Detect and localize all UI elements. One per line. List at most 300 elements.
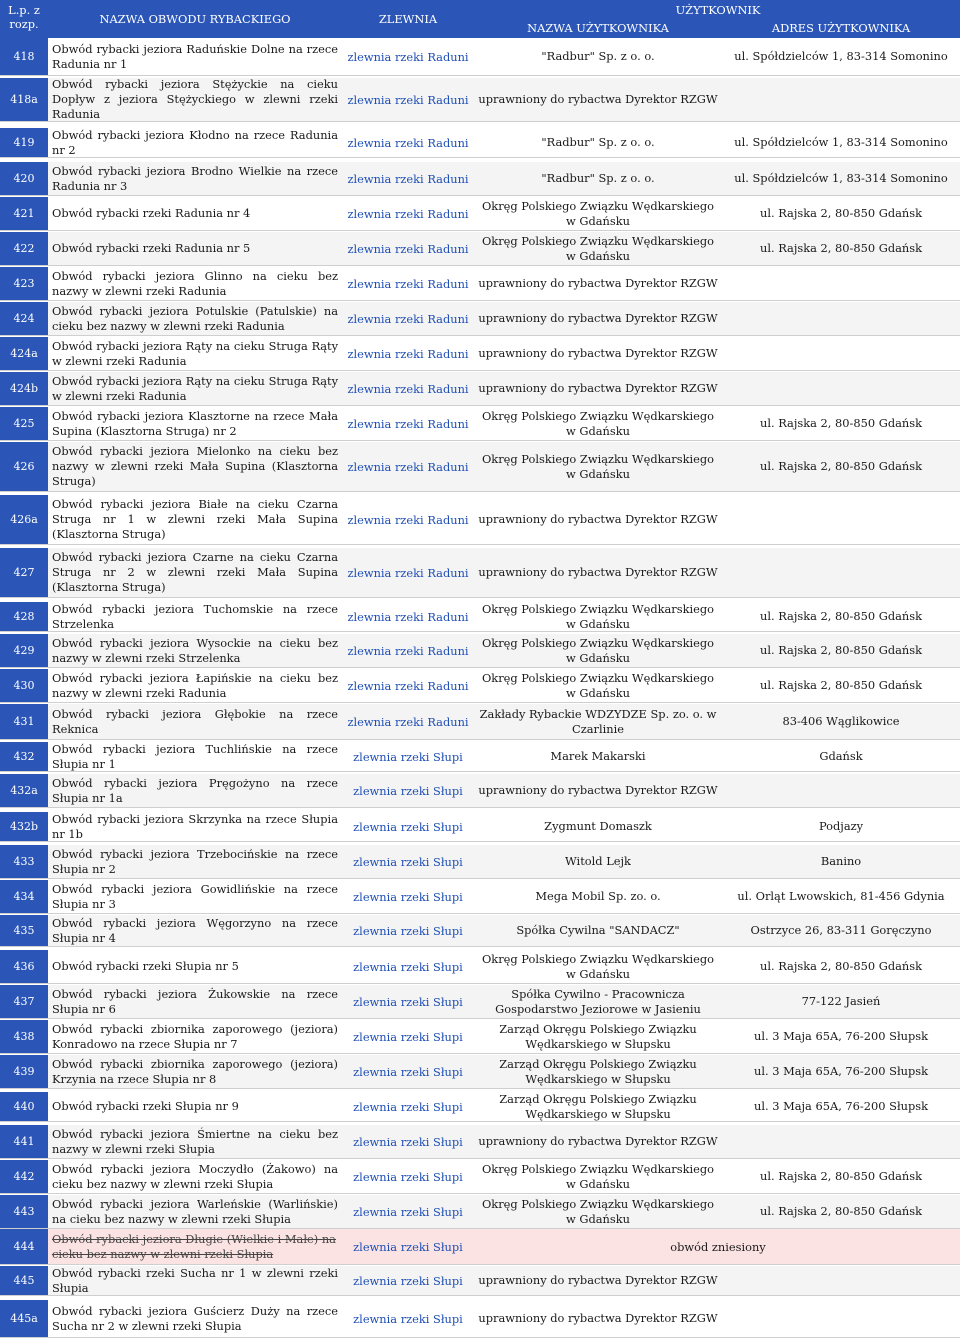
- table-row: [0, 232, 960, 266]
- catchment-text: zlewnia rzeki Raduni: [347, 206, 469, 221]
- row-number-text: 418a: [10, 93, 38, 106]
- user-name-text: uprawniony do rybactwa Dyrektor RZGW: [478, 1311, 718, 1325]
- user-name-cell: [476, 1125, 720, 1158]
- catchment-cell: [340, 950, 476, 983]
- table-row: [0, 267, 960, 301]
- status-text: obwód zniesiony: [670, 1239, 766, 1254]
- user-name-cell: [476, 232, 720, 265]
- user-name-cell: [476, 1266, 720, 1295]
- table-row: [0, 302, 960, 336]
- user-address-text: 77-122 Jasień: [801, 994, 881, 1008]
- table-row: [0, 38, 960, 76]
- catchment-cell: [340, 880, 476, 913]
- district-name-cell: [52, 704, 338, 739]
- user-address-cell: [722, 78, 960, 121]
- district-name-cell: [52, 232, 338, 265]
- user-address-cell: [722, 915, 960, 946]
- catchment-cell: [340, 1300, 476, 1337]
- district-name-text: Obwód rybacki jeziora Glinno na cieku bez nazwy w zlewni rzeki Radunia: [52, 268, 338, 298]
- table-row: [0, 634, 960, 668]
- row-number-text: 426a: [10, 513, 38, 526]
- table-row: [0, 880, 960, 914]
- catchment-cell: [340, 845, 476, 878]
- district-name-text: Obwód rybacki jeziora Pręgożyno na rzece Słupia nr 1a: [52, 775, 338, 805]
- catchment-text: zlewnia rzeki Raduni: [347, 643, 469, 658]
- catchment-text: zlewnia rzeki Słupi: [353, 749, 463, 764]
- catchment-text: zlewnia rzeki Słupi: [353, 1169, 463, 1184]
- user-name-cell: [476, 985, 720, 1018]
- user-address-cell: [722, 372, 960, 405]
- catchment-cell: [340, 372, 476, 405]
- row-number-text: 424a: [10, 347, 38, 360]
- user-name-text: uprawniony do rybactwa Dyrektor RZGW: [478, 92, 718, 106]
- table-row: [0, 1125, 960, 1159]
- catchment-cell: [340, 267, 476, 300]
- user-address-cell: [722, 337, 960, 370]
- user-name-cell: [476, 950, 720, 983]
- user-name-cell: [476, 372, 720, 405]
- district-name-cell: [52, 1300, 338, 1337]
- row-number-text: 432a: [10, 784, 38, 797]
- catchment-text: zlewnia rzeki Raduni: [347, 565, 469, 580]
- row-number-cell: [0, 38, 48, 75]
- user-name-text: Spółka Cywilna "SANDACZ": [516, 923, 680, 937]
- user-address-cell: [722, 495, 960, 544]
- user-name-text: Okręg Polskiego Związku Wędkarskiego w Gdańsku: [481, 1161, 715, 1191]
- catchment-text: zlewnia rzeki Słupi: [353, 819, 463, 834]
- district-name-cell: [52, 880, 338, 913]
- user-address-cell: [722, 302, 960, 335]
- header-user-name: NAZWA UŻYTKOWNIKA: [527, 21, 669, 35]
- user-address-cell: [722, 812, 960, 841]
- district-name-text: Obwód rybacki rzeki Słupia nr 5: [52, 959, 239, 973]
- district-name-cell: [52, 1195, 338, 1228]
- row-number-cell: [0, 442, 48, 491]
- row-number-text: 429: [13, 644, 35, 657]
- district-name-text: Obwód rybacki jeziora Długie (Wielkie i Małe) na cieku bez nazwy w zlewni rzeki Słupia: [52, 1231, 336, 1261]
- user-name-text: uprawniony do rybactwa Dyrektor RZGW: [478, 1134, 718, 1148]
- district-name-text: Obwód rybacki jeziora Śmiertne na cieku bez nazwy w zlewni rzeki Słupia: [52, 1126, 338, 1156]
- district-name-text: Obwód rybacki jeziora Skrzynka na rzece Słupia nr 1b: [52, 811, 338, 841]
- catchment-cell: [340, 232, 476, 265]
- user-name-text: Okręg Polskiego Związku Wędkarskiego w Gdańsku: [481, 1196, 715, 1226]
- district-name-text: Obwód rybacki rzeki Słupia nr 9: [52, 1099, 239, 1113]
- row-number-cell: [0, 602, 48, 631]
- row-number-cell: [0, 1092, 48, 1121]
- user-name-text: "Radbur" Sp. z o. o.: [541, 49, 655, 63]
- row-number-text: 424: [13, 312, 35, 325]
- catchment-cell: [340, 407, 476, 440]
- catchment-cell: [340, 548, 476, 597]
- user-name-cell: [476, 495, 720, 544]
- user-address-text: ul. Rajska 2, 80-850 Gdańsk: [760, 459, 922, 473]
- row-number-cell: [0, 704, 48, 739]
- header-users: UŻYTKOWNIK: [675, 3, 761, 17]
- district-name-cell: [52, 774, 338, 807]
- user-address-text: ul. Spółdzielców 1, 83-314 Somonino: [734, 135, 948, 149]
- user-address-text: Ostrzyce 26, 83-311 Goręczyno: [750, 923, 932, 937]
- user-address-cell: [722, 985, 960, 1018]
- user-name-text: Zarząd Okręgu Polskiego Związku Wędkarskiego w Słupsku: [499, 1091, 697, 1121]
- row-number-cell: [0, 1125, 48, 1158]
- district-name-cell: [52, 915, 338, 946]
- catchment-cell: [340, 128, 476, 157]
- user-name-text: Mega Mobil Sp. zo. o.: [535, 889, 661, 903]
- table-row: [0, 602, 960, 632]
- row-number-text: 442: [13, 1170, 35, 1183]
- user-name-text: uprawniony do rybactwa Dyrektor RZGW: [478, 311, 718, 325]
- district-name-cell: [52, 128, 338, 157]
- user-name-cell: [476, 742, 720, 771]
- district-name-cell: [52, 669, 338, 702]
- row-number-text: 426: [13, 460, 35, 473]
- catchment-cell: [340, 742, 476, 771]
- row-number-cell: [0, 1195, 48, 1228]
- district-name-text: Obwód rybacki jeziora Trzebocińskie na rzece Słupia nr 2: [52, 846, 338, 876]
- catchment-text: zlewnia rzeki Słupi: [353, 959, 463, 974]
- user-name-cell: [476, 337, 720, 370]
- district-name-cell: [52, 985, 338, 1018]
- row-number-cell: [0, 495, 48, 544]
- user-name-text: uprawniony do rybactwa Dyrektor RZGW: [478, 512, 718, 526]
- catchment-text: zlewnia rzeki Raduni: [347, 92, 469, 107]
- district-name-cell: [52, 372, 338, 405]
- user-name-text: "Radbur" Sp. z o. o.: [541, 135, 655, 149]
- row-number-text: 432: [13, 750, 35, 763]
- catchment-cell: [340, 1092, 476, 1121]
- user-address-text: ul. Spółdzielców 1, 83-314 Somonino: [734, 49, 948, 63]
- catchment-text: zlewnia rzeki Raduni: [347, 714, 469, 729]
- user-address-text: ul. 3 Maja 65A, 76-200 Słupsk: [753, 1064, 929, 1078]
- row-number-text: 443: [13, 1205, 35, 1218]
- table-row: [0, 1020, 960, 1054]
- catchment-text: zlewnia rzeki Raduni: [347, 311, 469, 326]
- user-address-text: ul. Rajska 2, 80-850 Gdańsk: [760, 1204, 922, 1218]
- district-name-cell: [52, 1229, 338, 1264]
- user-name-cell: [476, 845, 720, 878]
- district-name-text: Obwód rybacki jeziora Rąty na cieku Struga Rąty w zlewni rzeki Radunia: [52, 338, 338, 368]
- district-name-cell: [52, 1266, 338, 1295]
- table-row: [0, 774, 960, 808]
- table-header: [0, 0, 960, 38]
- row-number-cell: [0, 669, 48, 702]
- user-address-text: ul. Rajska 2, 80-850 Gdańsk: [760, 609, 922, 623]
- user-name-text: Okręg Polskiego Związku Wędkarskiego w Gdańsku: [481, 451, 715, 481]
- district-name-cell: [52, 302, 338, 335]
- catchment-text: zlewnia rzeki Raduni: [347, 512, 469, 527]
- catchment-cell: [340, 1125, 476, 1158]
- header-catchment: ZLEWNIA: [378, 12, 438, 26]
- district-name-cell: [52, 38, 338, 75]
- row-number-cell: [0, 915, 48, 946]
- user-name-cell: [476, 1055, 720, 1088]
- user-name-cell: [476, 669, 720, 702]
- district-name-text: Obwód rybacki jeziora Warleńskie (Warlińskie) na cieku bez nazwy w zlewni rzeki Słupia: [52, 1196, 338, 1226]
- catchment-text: zlewnia rzeki Raduni: [347, 609, 469, 624]
- user-name-cell: [476, 162, 720, 195]
- row-number-cell: [0, 1266, 48, 1295]
- user-address-cell: [722, 774, 960, 807]
- catchment-text: zlewnia rzeki Słupi: [353, 923, 463, 938]
- header-district-name: NAZWA OBWODU RYBACKIEGO: [99, 12, 291, 26]
- district-name-cell: [52, 1055, 338, 1088]
- row-number-text: 436: [13, 960, 35, 973]
- row-number-cell: [0, 302, 48, 335]
- district-name-text: Obwód rybacki jeziora Klasztorne na rzece Mała Supina (Klasztorna Struga) nr 2: [52, 408, 338, 438]
- table-row: [0, 1160, 960, 1194]
- user-address-cell: [722, 1195, 960, 1228]
- catchment-text: zlewnia rzeki Słupi: [353, 1064, 463, 1079]
- row-number-text: 419: [13, 136, 35, 149]
- catchment-text: zlewnia rzeki Raduni: [347, 459, 469, 474]
- row-number-text: 422: [13, 242, 35, 255]
- district-name-text: Obwód rybacki jeziora Rąty na cieku Struga Rąty w zlewni rzeki Radunia: [52, 373, 338, 403]
- district-name-text: Obwód rybacki zbiornika zaporowego (jeziora) Krzynia na rzece Słupia nr 8: [52, 1056, 338, 1086]
- table-row: [0, 495, 960, 545]
- catchment-cell: [340, 78, 476, 121]
- row-number-text: 441: [13, 1135, 35, 1148]
- district-name-text: Obwód rybacki jeziora Stężyckie na cieku Dopływ z jeziora Stężyckiego w zlewni rzeki Radunia: [52, 77, 338, 121]
- table-row: [0, 1229, 960, 1265]
- table-row: [0, 742, 960, 772]
- row-number-text: 434: [13, 890, 35, 903]
- user-address-text: Podjazy: [818, 819, 864, 833]
- district-name-text: Obwód rybacki jeziora Brodno Wielkie na rzece Radunia nr 3: [52, 163, 338, 193]
- district-name-text: Obwód rybacki jeziora Wysockie na cieku bez nazwy w zlewni rzeki Strzelenka: [52, 635, 338, 665]
- user-name-text: uprawniony do rybactwa Dyrektor RZGW: [478, 381, 718, 395]
- table-row: [0, 337, 960, 371]
- row-number-cell: [0, 812, 48, 841]
- user-address-cell: [722, 548, 960, 597]
- row-number-text: 439: [13, 1065, 35, 1078]
- row-number-cell: [0, 337, 48, 370]
- catchment-cell: [340, 38, 476, 75]
- user-address-cell: [722, 1055, 960, 1088]
- catchment-text: zlewnia rzeki Słupi: [353, 783, 463, 798]
- user-name-text: uprawniony do rybactwa Dyrektor RZGW: [478, 276, 718, 290]
- user-address-text: ul. Rajska 2, 80-850 Gdańsk: [760, 959, 922, 973]
- catchment-cell: [340, 1160, 476, 1193]
- user-name-text: Okręg Polskiego Związku Wędkarskiego w Gdańsku: [481, 951, 715, 981]
- district-name-text: Obwód rybacki jeziora Kłodno na rzece Radunia nr 2: [52, 127, 338, 157]
- catchment-cell: [340, 337, 476, 370]
- status-cell: [476, 1229, 960, 1264]
- district-name-cell: [52, 162, 338, 195]
- user-address-cell: [722, 232, 960, 265]
- catchment-text: zlewnia rzeki Raduni: [347, 678, 469, 693]
- district-name-cell: [52, 950, 338, 983]
- row-number-text: 430: [13, 679, 35, 692]
- user-address-cell: [722, 669, 960, 702]
- district-name-text: Obwód rybacki jeziora Żukowskie na rzece Słupia nr 6: [52, 986, 338, 1016]
- catchment-text: zlewnia rzeki Raduni: [347, 276, 469, 291]
- catchment-text: zlewnia rzeki Raduni: [347, 416, 469, 431]
- row-number-cell: [0, 950, 48, 983]
- catchment-text: zlewnia rzeki Słupi: [353, 1134, 463, 1149]
- row-number-cell: [0, 774, 48, 807]
- row-number-cell: [0, 128, 48, 157]
- user-address-cell: [722, 38, 960, 75]
- district-name-cell: [52, 812, 338, 841]
- district-name-cell: [52, 1125, 338, 1158]
- header-lp: L.p. z rozp.: [8, 3, 40, 31]
- user-name-cell: [476, 548, 720, 597]
- district-name-text: Obwód rybacki rzeki Radunia nr 4: [52, 206, 251, 220]
- user-address-text: ul. Rajska 2, 80-850 Gdańsk: [760, 206, 922, 220]
- table-row: [0, 407, 960, 441]
- user-address-text: ul. Orląt Lwowskich, 81-456 Gdynia: [737, 889, 945, 903]
- row-number-cell: [0, 267, 48, 300]
- catchment-cell: [340, 602, 476, 631]
- district-name-cell: [52, 1160, 338, 1193]
- catchment-text: zlewnia rzeki Słupi: [353, 1099, 463, 1114]
- user-name-text: Okręg Polskiego Związku Wędkarskiego w Gdańsku: [481, 635, 715, 665]
- catchment-text: zlewnia rzeki Słupi: [353, 1273, 463, 1288]
- row-number-text: 437: [13, 995, 35, 1008]
- district-name-text: Obwód rybacki jeziora Tuchlińskie na rzece Słupia nr 1: [52, 741, 338, 771]
- table-row: [0, 197, 960, 231]
- user-name-cell: [476, 774, 720, 807]
- user-address-cell: [722, 742, 960, 771]
- table-row: [0, 1055, 960, 1089]
- user-address-cell: [722, 1266, 960, 1295]
- row-number-text: 435: [13, 924, 35, 937]
- row-number-text: 445: [13, 1274, 35, 1287]
- user-name-text: Spółka Cywilno - Pracownicza Gospodarstwo Jeziorowe w Jasieniu: [495, 986, 701, 1016]
- user-address-cell: [722, 162, 960, 195]
- catchment-cell: [340, 302, 476, 335]
- user-address-cell: [722, 1020, 960, 1053]
- user-name-cell: [476, 915, 720, 946]
- district-name-cell: [52, 197, 338, 230]
- district-name-text: Obwód rybacki jeziora Guścierz Duży na rzece Sucha nr 2 w zlewni rzeki Słupia: [52, 1303, 338, 1333]
- user-name-text: Okręg Polskiego Związku Wędkarskiego w Gdańsku: [481, 408, 715, 438]
- district-name-cell: [52, 495, 338, 544]
- row-number-text: 438: [13, 1030, 35, 1043]
- user-address-cell: [722, 1125, 960, 1158]
- row-number-cell: [0, 1229, 48, 1264]
- district-name-text: Obwód rybacki jeziora Potulskie (Patulskie) na cieku bez nazwy w zlewni rzeki Radunia: [52, 303, 338, 333]
- row-number-cell: [0, 1160, 48, 1193]
- catchment-cell: [340, 915, 476, 946]
- row-number-text: 440: [13, 1100, 35, 1113]
- user-name-cell: [476, 38, 720, 75]
- district-name-cell: [52, 442, 338, 491]
- catchment-text: zlewnia rzeki Słupi: [353, 1311, 463, 1326]
- user-address-cell: [722, 602, 960, 631]
- row-number-cell: [0, 407, 48, 440]
- district-name-text: Obwód rybacki jeziora Czarne na cieku Czarna Struga nr 2 w zlewni rzeki Mała Supina (Klasztorna Struga): [52, 550, 338, 594]
- row-number-text: 444: [13, 1240, 35, 1253]
- user-name-cell: [476, 197, 720, 230]
- table-row: [0, 669, 960, 703]
- user-address-text: Banino: [820, 854, 862, 868]
- catchment-cell: [340, 812, 476, 841]
- user-address-text: ul. Rajska 2, 80-850 Gdańsk: [760, 1169, 922, 1183]
- district-name-cell: [52, 602, 338, 631]
- user-address-text: ul. Rajska 2, 80-850 Gdańsk: [760, 241, 922, 255]
- user-address-cell: [722, 1092, 960, 1121]
- table-row: [0, 1195, 960, 1229]
- user-name-cell: [476, 812, 720, 841]
- district-name-text: Obwód rybacki zbiornika zaporowego (jeziora) Konradowo na rzece Słupia nr 7: [52, 1021, 338, 1051]
- user-name-cell: [476, 128, 720, 157]
- user-name-cell: [476, 1092, 720, 1121]
- district-name-text: Obwód rybacki jeziora Głębokie na rzece Reknica: [52, 706, 338, 736]
- district-name-cell: [52, 1092, 338, 1121]
- table-row: [0, 442, 960, 492]
- user-name-cell: [476, 78, 720, 121]
- row-number-cell: [0, 634, 48, 667]
- table-row: [0, 1266, 960, 1296]
- table-row: [0, 1300, 960, 1338]
- table-row: [0, 1092, 960, 1122]
- table-row: [0, 845, 960, 879]
- row-number-cell: [0, 162, 48, 195]
- user-name-text: Okręg Polskiego Związku Wędkarskiego w Gdańsku: [481, 601, 715, 631]
- row-number-cell: [0, 1300, 48, 1337]
- user-address-cell: [722, 1300, 960, 1337]
- row-number-cell: [0, 1020, 48, 1053]
- district-name-text: Obwód rybacki jeziora Mielonko na cieku bez nazwy w zlewni rzeki Mała Supina (Klasztorna Struga): [52, 444, 338, 488]
- district-name-text: Obwód rybacki rzeki Sucha nr 1 w zlewni rzeki Słupia: [52, 1265, 338, 1295]
- table-row: [0, 950, 960, 984]
- user-name-text: Zakłady Rybackie WDZYDZE Sp. zo. o. w Czarlinie: [479, 706, 717, 736]
- catchment-text: zlewnia rzeki Raduni: [347, 171, 469, 186]
- table-row: [0, 985, 960, 1019]
- row-number-cell: [0, 880, 48, 913]
- user-address-cell: [722, 442, 960, 491]
- catchment-text: zlewnia rzeki Raduni: [347, 241, 469, 256]
- user-name-cell: [476, 1020, 720, 1053]
- user-address-cell: [722, 634, 960, 667]
- catchment-cell: [340, 1055, 476, 1088]
- user-name-text: Zygmunt Domaszk: [544, 819, 652, 833]
- catchment-cell: [340, 197, 476, 230]
- catchment-cell: [340, 1020, 476, 1053]
- catchment-cell: [340, 985, 476, 1018]
- district-name-cell: [52, 634, 338, 667]
- catchment-cell: [340, 1266, 476, 1295]
- district-name-cell: [52, 548, 338, 597]
- district-name-cell: [52, 78, 338, 121]
- district-name-cell: [52, 845, 338, 878]
- catchment-cell: [340, 704, 476, 739]
- table-row: [0, 812, 960, 842]
- district-name-cell: [52, 407, 338, 440]
- user-name-text: Zarząd Okręgu Polskiego Związku Wędkarskiego w Słupsku: [499, 1021, 697, 1051]
- catchment-text: zlewnia rzeki Słupi: [353, 889, 463, 904]
- district-name-text: Obwód rybacki jeziora Gowidlińskie na rzece Słupia nr 3: [52, 881, 338, 911]
- row-number-cell: [0, 845, 48, 878]
- user-name-cell: [476, 1300, 720, 1337]
- user-name-text: uprawniony do rybactwa Dyrektor RZGW: [478, 346, 718, 360]
- catchment-cell: [340, 1229, 476, 1264]
- user-name-text: Okręg Polskiego Związku Wędkarskiego w Gdańsku: [481, 198, 715, 228]
- row-number-text: 423: [13, 277, 35, 290]
- user-name-cell: [476, 267, 720, 300]
- catchment-cell: [340, 774, 476, 807]
- row-number-text: 427: [13, 566, 35, 579]
- table-row: [0, 704, 960, 740]
- district-name-text: Obwód rybacki jeziora Węgorzyno na rzece Słupia nr 4: [52, 915, 338, 945]
- row-number-text: 421: [13, 207, 35, 220]
- catchment-cell: [340, 442, 476, 491]
- catchment-cell: [340, 495, 476, 544]
- user-address-text: ul. 3 Maja 65A, 76-200 Słupsk: [753, 1029, 929, 1043]
- row-number-text: 418: [13, 50, 35, 63]
- row-number-cell: [0, 985, 48, 1018]
